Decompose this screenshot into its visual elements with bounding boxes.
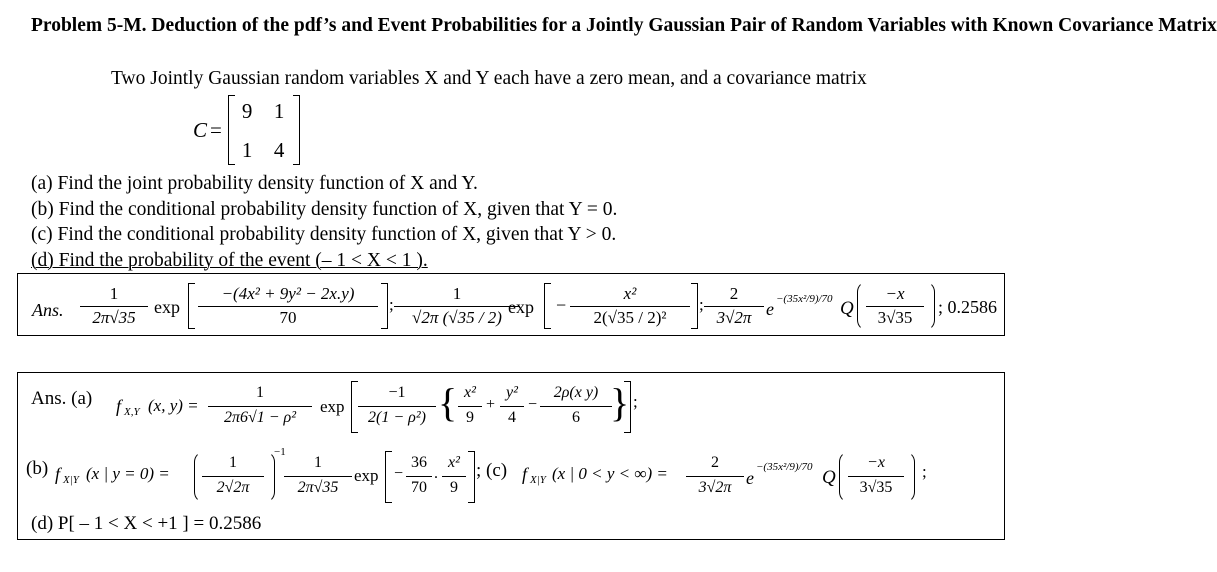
right-bracket (468, 451, 475, 503)
answer-box-detailed (17, 372, 1005, 540)
fraction-numerator: 1 (109, 284, 119, 303)
answer-d-value: ; 0.2586 (938, 297, 998, 317)
fraction-denominator: 9 (450, 479, 458, 496)
pdf-symbol: f (116, 396, 122, 416)
problem-intro: Two Jointly Gaussian random variables X and Y each have a zero mean, and a covariance matrix (111, 68, 867, 89)
problem-parts (31, 171, 617, 273)
answer-label: Ans. (32, 300, 64, 320)
euler-e: e (766, 299, 774, 319)
part-d: (d) Find the probability of the event (– 1 < X < 1 ). (31, 249, 428, 271)
label-b: (b) (26, 458, 49, 479)
fraction-bar (866, 306, 924, 307)
fraction-term-3 (540, 385, 612, 431)
left-brace: { (438, 380, 458, 425)
fraction-numerator: x² (464, 384, 476, 401)
fraction-numerator: 36 (411, 454, 427, 471)
fraction-denominator: 3√2π (716, 308, 752, 327)
fraction-bar (704, 306, 764, 307)
fraction-denominator: 70 (411, 479, 427, 496)
pdf-subscript: X,Y (124, 406, 140, 418)
fraction-numerator: 2 (711, 454, 719, 471)
fraction-denominator: 3√35 (877, 308, 913, 327)
fraction-bar (540, 406, 612, 407)
left-bracket (544, 283, 551, 329)
fraction-b-coef (202, 455, 264, 501)
pdf-args: (x | y = 0) = (86, 464, 170, 483)
exponent: −1 (274, 446, 286, 458)
fraction-numerator: −(4x² + 9y² − 2x.y) (221, 284, 355, 303)
fraction-numerator: 2ρ(x y) (553, 384, 599, 401)
fraction-bar (442, 476, 466, 477)
fraction-bar (208, 406, 312, 407)
answer-label: Ans. (a) (31, 388, 93, 409)
separator: ; (389, 295, 394, 314)
answer-box-short (17, 273, 1005, 336)
matrix-cell: 1 (241, 138, 253, 162)
pdf-subscript: X|Y (63, 474, 79, 486)
plus-sign: + (486, 396, 496, 413)
euler-e: e (746, 468, 754, 488)
right-bracket (381, 283, 388, 329)
fraction-bar (198, 306, 378, 307)
fraction-bar (80, 306, 148, 307)
fraction-bar (848, 476, 904, 477)
exp-label: exp (320, 397, 345, 416)
matrix-equals: = (210, 117, 222, 142)
part-c: (c) Find the conditional probability density function of X, given that Y > 0. (31, 224, 617, 245)
fraction-bar (500, 406, 524, 407)
problem-title: Problem 5-M. Deduction of the pdf’s and Event Probabilities for a Jointly Gaussian Pair of Random Variables with Known Covariance Matrix (31, 15, 1217, 36)
separator: ; (633, 392, 638, 411)
right-bracket (691, 283, 698, 329)
fraction-b (394, 285, 520, 329)
fraction-numerator: −1 (388, 384, 406, 401)
right-bracket (624, 381, 631, 433)
left-bracket (188, 283, 195, 329)
fraction-coef (358, 385, 436, 431)
fraction-b-exp (570, 285, 690, 329)
fraction-denominator: 2π6√1 − ρ² (223, 409, 297, 426)
covariance-matrix (193, 95, 300, 165)
fraction-denominator: √2π (√35 / 2) (412, 308, 502, 327)
fraction-denominator: 70 (279, 308, 297, 327)
fraction-denominator: 4 (508, 409, 516, 426)
label-c: ; (c) (476, 460, 508, 481)
fraction-numerator: 1 (452, 284, 462, 303)
fraction-term-2 (500, 385, 524, 431)
fraction-bar (686, 476, 744, 477)
fraction-c (686, 455, 744, 501)
fraction-b-exp-1 (406, 455, 432, 501)
fraction-denominator: 2(√35 / 2)² (593, 308, 667, 327)
dot-sign: . (434, 465, 438, 482)
minus-sign: − (528, 396, 538, 413)
fraction-numerator: 1 (229, 454, 237, 471)
fraction-c (704, 285, 764, 329)
left-bracket (351, 381, 358, 433)
fraction-numerator: 1 (256, 384, 264, 401)
matrix-cell: 4 (273, 138, 285, 162)
fraction-b (284, 455, 352, 501)
fraction-bar (202, 476, 264, 477)
separator: ; (699, 295, 704, 314)
part-b: (b) Find the conditional probability density function of X, given that Y = 0. (31, 198, 618, 220)
fraction-numerator: 1 (314, 454, 322, 471)
exp-label: exp (354, 466, 379, 485)
fraction-numerator: 2 (729, 284, 739, 303)
fraction-denominator: 9 (466, 409, 474, 426)
fraction-q (848, 455, 904, 501)
q-function: Q (840, 298, 854, 319)
matrix-symbol: C (193, 117, 208, 142)
fraction-denominator: 6 (572, 409, 580, 426)
minus-sign: − (394, 465, 404, 482)
fraction-denominator: 2π√35 (297, 479, 339, 496)
separator: ; (922, 462, 927, 481)
fraction-bar (458, 406, 482, 407)
exponent: −(35x²/9)/70 (776, 293, 833, 305)
fraction-denominator: 2(1 − ρ²) (368, 409, 426, 426)
fraction-b-exp-2 (442, 455, 466, 501)
fraction-bar (394, 306, 520, 307)
part-a: (a) Find the joint probability density function of X and Y. (31, 173, 478, 194)
fraction-denominator: 2√2π (216, 479, 250, 496)
matrix-cell: 1 (273, 99, 285, 123)
fraction-a (80, 285, 148, 329)
right-paren (904, 451, 915, 503)
pdf-args: (x, y) = (148, 396, 199, 415)
matrix-bracket (228, 95, 300, 165)
exp-label: exp (154, 297, 180, 317)
q-function: Q (822, 467, 836, 488)
fraction-denominator: 3√2π (698, 479, 732, 496)
right-paren (924, 281, 935, 331)
fraction-bar (570, 306, 690, 307)
right-brace: } (610, 380, 630, 425)
fraction-numerator: x² (448, 454, 460, 471)
fraction-q (866, 285, 924, 329)
fraction-a-exp (198, 285, 378, 329)
answer-d: (d) P[ – 1 < X < +1 ] = 0.2586 (31, 513, 262, 534)
pdf-symbol: f (522, 464, 528, 484)
fraction-numerator: x² (623, 284, 637, 303)
pdf-args: (x | 0 < y < ∞) = (552, 464, 668, 483)
fraction-numerator: y² (506, 384, 518, 401)
fraction-bar (406, 476, 432, 477)
pdf-symbol: f (55, 464, 61, 484)
fraction-numerator: −x (867, 454, 885, 471)
right-paren (264, 451, 275, 503)
exponent: −(35x²/9)/70 (756, 461, 813, 473)
left-bracket (385, 451, 392, 503)
minus-sign: − (556, 295, 567, 315)
exp-label: exp (508, 297, 534, 317)
fraction-term-1 (458, 385, 482, 431)
fraction-a (208, 385, 312, 433)
fraction-denominator: 2π√35 (92, 308, 136, 327)
fraction-bar (358, 406, 436, 407)
fraction-denominator: 3√35 (859, 479, 893, 496)
pdf-subscript: X|Y (530, 474, 546, 486)
fraction-bar (284, 476, 352, 477)
matrix-cell: 9 (241, 99, 253, 123)
fraction-numerator: −x (885, 284, 905, 303)
